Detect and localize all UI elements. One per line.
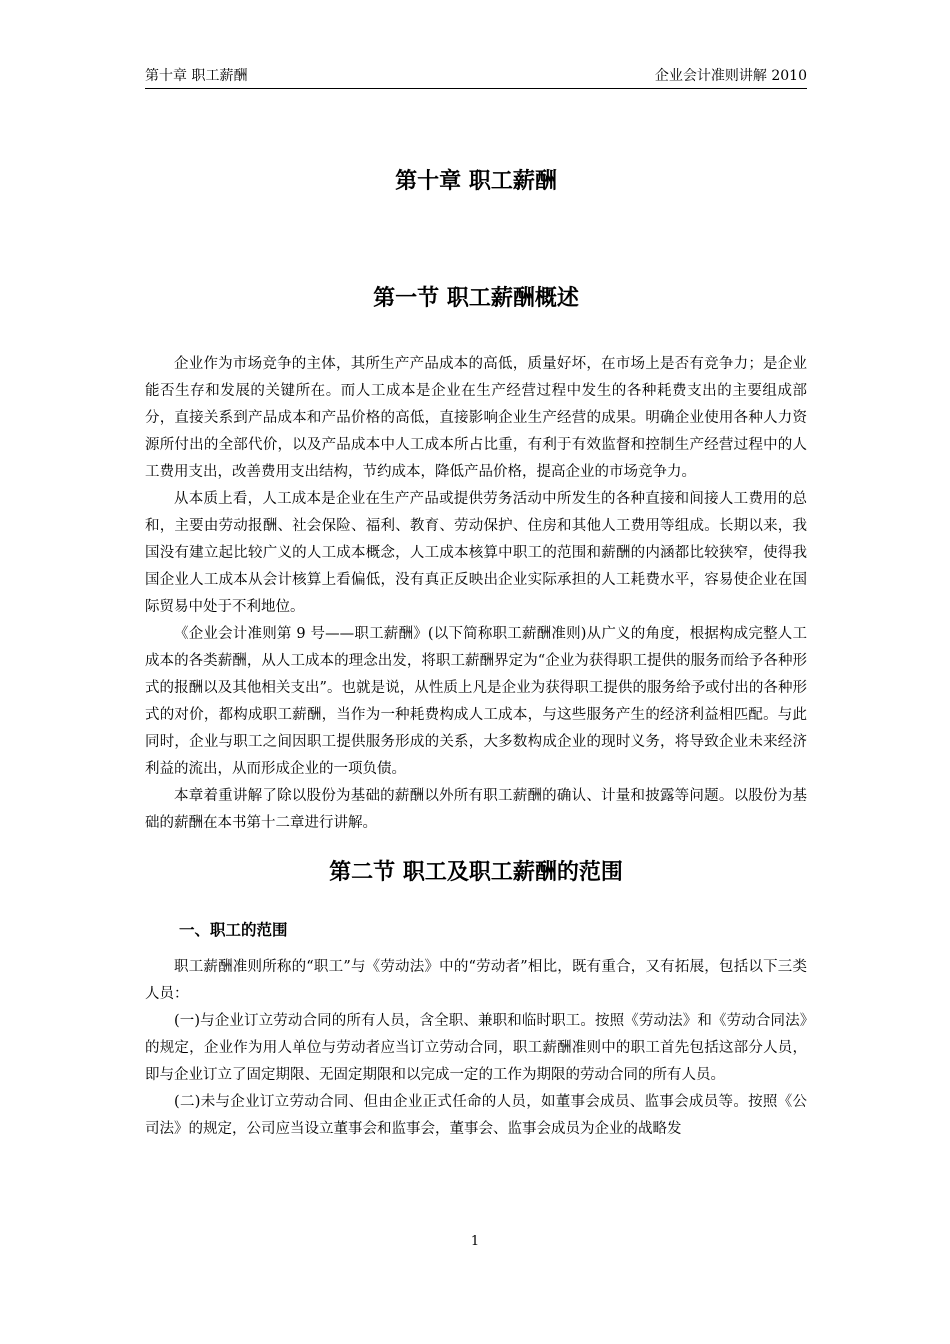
paragraph: 职工薪酬准则所称的“职工”与《劳动法》中的“劳动者”相比，既有重合，又有拓展，包括以下三类人员：	[145, 959, 807, 1002]
paragraph: (一)与企业订立劳动合同的所有人员，含全职、兼职和临时职工。按照《劳动法》和《劳动合同法》的规定，企业作为用人单位与劳动者应当订立劳动合同，职工薪酬准则中的职工首先包括这部分人员，即与企业订立了固定期限、无固定期限和以完成一定的工作为期限的劳动合同的所有人员。	[145, 1013, 807, 1083]
header-chapter-label: 第十章 职工薪酬	[145, 68, 248, 84]
paragraph: 《企业会计准则第 9 号——职工薪酬》(以下简称职工薪酬准则)从广义的角度，根据构成完整人工成本的各类薪酬，从人工成本的理念出发，将职工薪酬界定为“企业为获得职工提供的服务而给予各种形式的报酬以及其他相关支出”。也就是说，从性质上凡是企业为获得职工提供的服务给予或付出的各种形式的对价，都构成职工薪酬，当作为一种耗费构成人工成本，与这些服务产生的经济利益相匹配。与此同时，企业与职工之间因职工提供服务形成的关系，大多数构成企业的现时义务，将导致企业未来经济利益的流出，从而形成企业的一项负债。	[145, 626, 807, 777]
chapter-title: 第十章 职工薪酬	[395, 169, 557, 194]
section-title-2: 第二节 职工及职工薪酬的范围	[329, 860, 623, 885]
page-content	[145, 140, 807, 1143]
header-book-title: 企业会计准则讲解 2010	[654, 68, 807, 84]
paragraph: (二)未与企业订立劳动合同、但由企业正式任命的人员，如董事会成员、监事会成员等。按照《公司法》的规定，公司应当设立董事会和监事会，董事会、监事会成员为企业的战略发	[145, 1094, 807, 1137]
page-header	[145, 64, 807, 89]
subsection-title: 一、职工的范围	[179, 921, 288, 939]
paragraph: 从本质上看，人工成本是企业在生产产品或提供劳务活动中所发生的各种直接和间接人工费用的总和，主要由劳动报酬、社会保险、福利、教育、劳动保护、住房和其他人工费用等组成。长期以来，我国没有建立起比较广义的人工成本概念，人工成本核算中职工的范围和薪酬的内涵都比较狭窄，使得我国企业人工成本从会计核算上看偏低，没有真正反映出企业实际承担的人工耗费水平，容易使企业在国际贸易中处于不利地位。	[145, 491, 807, 615]
page-number: 1	[470, 1234, 480, 1249]
section-title-1: 第一节 职工薪酬概述	[373, 286, 579, 311]
paragraph: 企业作为市场竞争的主体，其所生产产品成本的高低，质量好坏，在市场上是否有竞争力；是企业能否生存和发展的关键所在。而人工成本是企业在生产经营过程中发生的各种耗费支出的主要组成部分，直接关系到产品成本和产品价格的高低，直接影响企业生产经营的成果。明确企业使用各种人力资源所付出的全部代价，以及产品成本中人工成本所占比重，有利于有效监督和控制生产经营过程中的人工费用支出，改善费用支出结构，节约成本，降低产品价格，提高企业的市场竞争力。	[145, 356, 807, 480]
paragraph: 本章着重讲解了除以股份为基础的薪酬以外所有职工薪酬的确认、计量和披露等问题。以股份为基础的薪酬在本书第十二章进行讲解。	[145, 788, 807, 831]
